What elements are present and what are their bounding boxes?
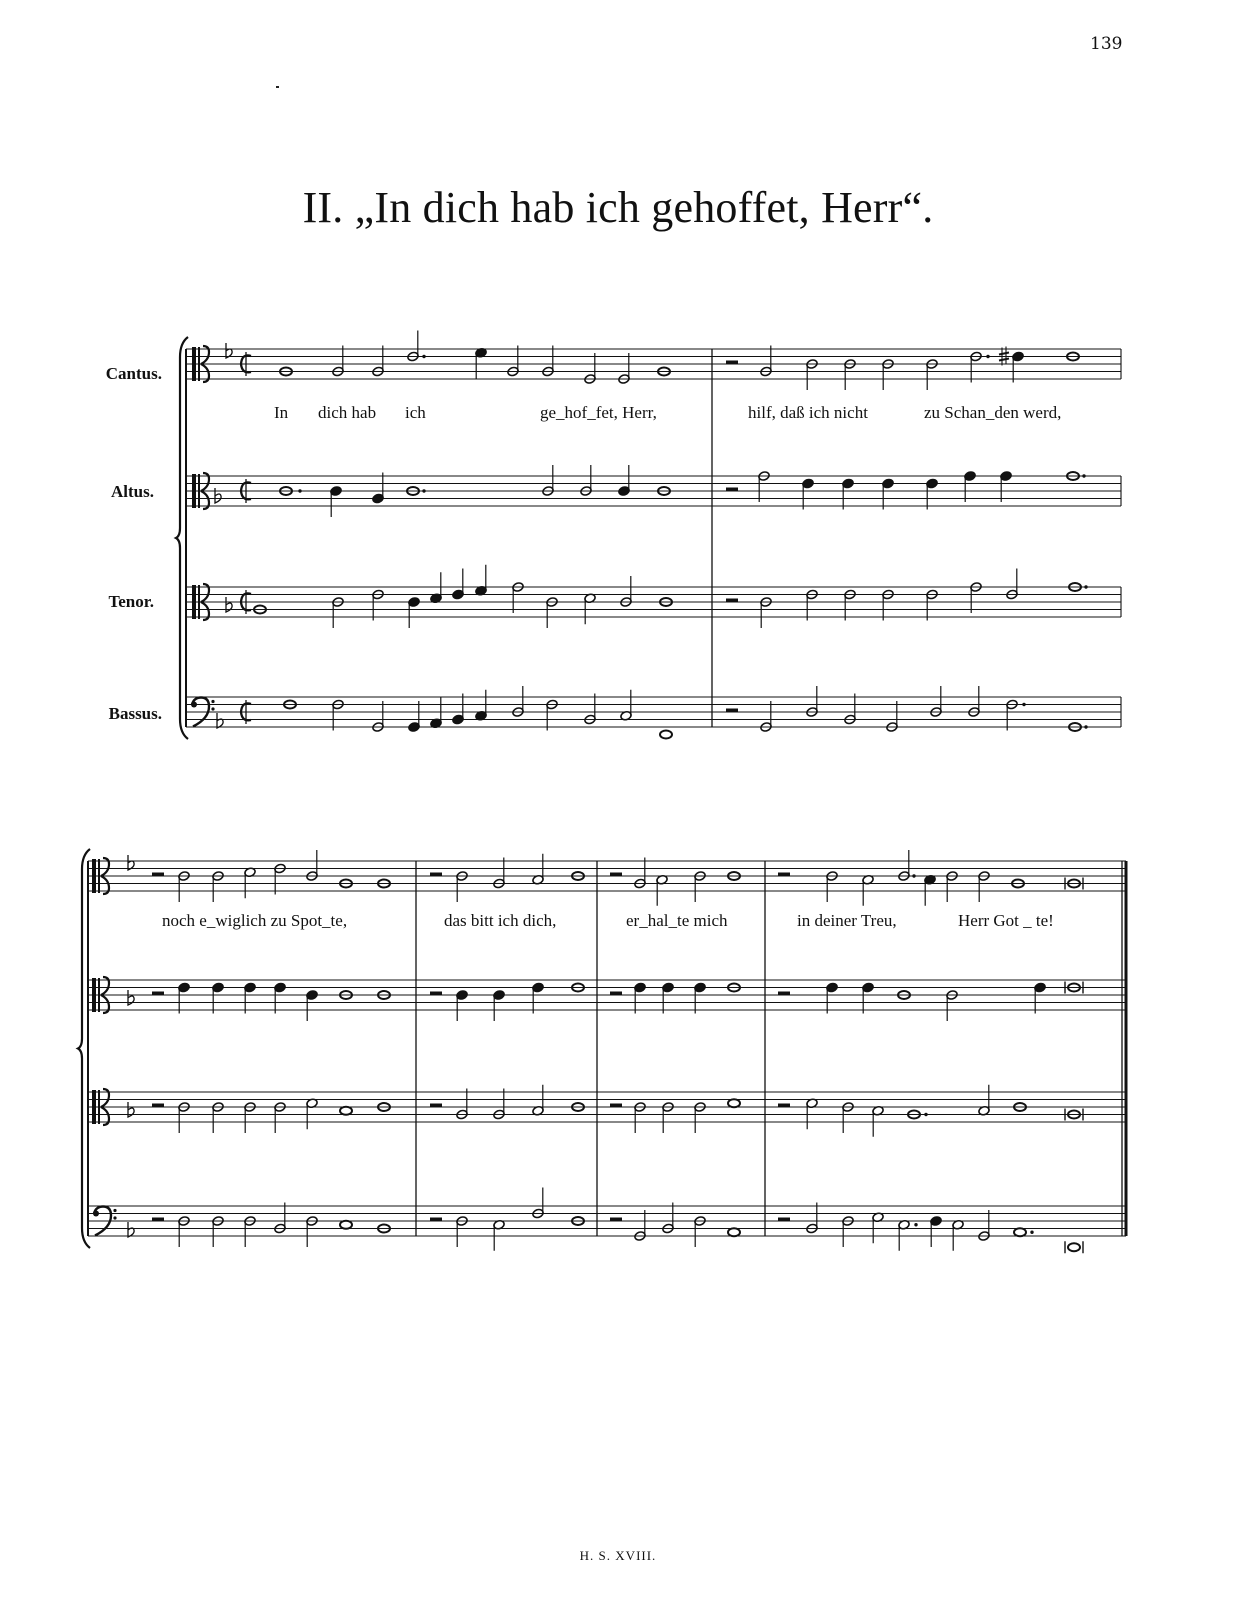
note-half <box>760 701 772 732</box>
note-half <box>806 686 818 717</box>
lyric: hilf, daß ich nicht <box>748 403 868 422</box>
flat-sign-icon <box>226 343 232 358</box>
flat-sign-icon <box>215 488 221 503</box>
note-half <box>926 589 938 620</box>
note-half <box>493 1219 505 1250</box>
note-half <box>970 582 982 613</box>
note-half <box>512 582 524 613</box>
note-quarter <box>634 982 646 1013</box>
clef-bar <box>192 585 196 619</box>
half-rest <box>726 488 738 492</box>
note-whole <box>340 1221 352 1229</box>
note-half <box>372 589 384 620</box>
voice-label-tenor: Tenor. <box>108 592 154 611</box>
note-quarter <box>662 982 674 1013</box>
half-rest <box>152 1104 164 1108</box>
note-half <box>882 589 894 620</box>
note-half <box>844 359 856 390</box>
note-half <box>306 850 318 881</box>
clef-bar <box>198 585 200 619</box>
note-quarter <box>882 478 894 509</box>
note-half <box>978 1210 990 1241</box>
note-half <box>244 1102 256 1133</box>
note-half <box>806 359 818 390</box>
note-half <box>978 871 990 902</box>
lyric: er_hal_te mich <box>626 911 728 930</box>
half-rest <box>152 873 164 877</box>
note-half <box>178 1216 190 1247</box>
note-half <box>507 346 519 377</box>
voice-label-bassus: Bassus. <box>108 704 162 723</box>
half-rest <box>778 1104 790 1108</box>
note-half <box>656 874 668 905</box>
note-quarter <box>452 694 464 725</box>
note-half <box>580 465 592 496</box>
note-half <box>584 353 596 384</box>
note-half <box>456 871 468 902</box>
note-half <box>898 1219 910 1250</box>
note-half <box>926 359 938 390</box>
note-half <box>1006 569 1018 600</box>
half-rest <box>726 709 738 713</box>
note-half <box>274 863 286 894</box>
note-half <box>694 871 706 902</box>
note-head <box>340 1107 352 1115</box>
note-quarter <box>212 982 224 1013</box>
sharp-stroke <box>999 359 1009 361</box>
note-half <box>806 589 818 620</box>
note-whole <box>340 1107 352 1115</box>
note-quarter <box>408 701 420 732</box>
clef-dot <box>113 1209 116 1212</box>
flat-sign-icon <box>217 713 223 728</box>
note-half <box>456 1216 468 1247</box>
note-quarter <box>1034 982 1046 1013</box>
note-quarter <box>618 465 630 496</box>
augmentation-dot <box>1022 703 1025 706</box>
half-rest <box>610 873 622 877</box>
half-rest <box>152 1218 164 1222</box>
note-half <box>332 699 344 730</box>
note-quarter <box>930 1216 942 1247</box>
note-half <box>618 353 630 384</box>
piece-title: II. „In dich hab ich gehoffet, Herr“. <box>302 183 934 232</box>
note-half <box>212 871 224 902</box>
lyrics-system-2 <box>162 911 1054 930</box>
note-half <box>372 701 384 732</box>
note-half <box>952 1219 964 1250</box>
clef-dot <box>93 1211 99 1217</box>
note-head <box>1068 1243 1080 1251</box>
note-half <box>546 699 558 730</box>
note-half <box>946 990 958 1021</box>
lyric: ge_hof_fet, Herr, <box>540 403 657 422</box>
note-half <box>493 858 505 889</box>
note-head <box>728 1099 740 1107</box>
note-half <box>844 694 856 725</box>
note-quarter <box>1000 471 1012 502</box>
footer-mark: H. S. XVIII. <box>579 1548 657 1563</box>
clef-bar <box>98 1090 100 1124</box>
voice-label-altus: Altus. <box>111 482 154 501</box>
voice-label-cantus: Cantus. <box>105 364 162 383</box>
note-quarter <box>274 982 286 1013</box>
note-half <box>542 465 554 496</box>
note-half <box>306 1216 318 1247</box>
clef-bar <box>192 347 196 381</box>
note-quarter <box>862 982 874 1013</box>
clef-bar <box>198 474 200 508</box>
note-quarter <box>430 697 442 728</box>
note-half <box>212 1216 224 1247</box>
note-quarter <box>178 982 190 1013</box>
note-half <box>662 1102 674 1133</box>
note-half <box>634 1102 646 1133</box>
half-rest <box>430 1218 442 1222</box>
note-half <box>978 1085 990 1116</box>
note-quarter <box>330 486 342 517</box>
note-quarter <box>456 990 468 1021</box>
note-whole <box>728 1099 740 1107</box>
note-half <box>584 593 596 624</box>
lyric: In <box>274 403 289 422</box>
note-half <box>532 1085 544 1116</box>
augmentation-dot <box>1082 474 1085 477</box>
note-half <box>620 690 632 721</box>
note-half <box>274 1102 286 1133</box>
note-quarter <box>926 478 938 509</box>
clef-bar <box>98 978 100 1012</box>
note-quarter <box>430 572 442 603</box>
augmentation-dot <box>422 355 425 358</box>
clef-dot <box>113 1216 116 1219</box>
half-rest <box>726 599 738 603</box>
augmentation-dot <box>1084 585 1087 588</box>
note-head <box>728 1228 740 1236</box>
clef-dot <box>211 707 214 710</box>
augmentation-dot <box>1030 1231 1033 1234</box>
note-half <box>634 1210 646 1241</box>
note-quarter <box>802 478 814 509</box>
note-half <box>306 1098 318 1129</box>
note-half <box>970 351 982 382</box>
note-half <box>178 1102 190 1133</box>
note-half <box>844 589 856 620</box>
note-half <box>694 1102 706 1133</box>
clef-bar <box>98 859 100 893</box>
note-half <box>694 1216 706 1247</box>
note-half <box>826 871 838 902</box>
note-quarter <box>475 347 487 378</box>
clef-dot <box>211 700 214 703</box>
note-quarter <box>408 597 420 628</box>
note-half <box>512 686 524 717</box>
note-half <box>842 1216 854 1247</box>
sharp-stroke <box>999 353 1009 355</box>
note-quarter <box>244 982 256 1013</box>
augmentation-dot <box>1084 725 1087 728</box>
note-half <box>332 597 344 628</box>
note-half <box>274 1203 286 1234</box>
note-half <box>872 1212 884 1243</box>
note-quarter <box>372 473 384 504</box>
lyric: Herr Got _ te! <box>958 911 1054 930</box>
augmentation-dot <box>924 1113 927 1116</box>
note-quarter <box>1012 351 1024 382</box>
note-quarter <box>493 990 505 1021</box>
note-half <box>244 867 256 898</box>
note-half <box>456 1089 468 1120</box>
note-quarter <box>924 874 936 905</box>
augmentation-dot <box>986 355 989 358</box>
half-rest <box>610 1104 622 1108</box>
clef-bar <box>198 347 200 381</box>
half-rest <box>430 873 442 877</box>
note-half <box>882 359 894 390</box>
note-half <box>662 1203 674 1234</box>
note-head <box>1014 1228 1026 1236</box>
note-whole <box>1014 1228 1026 1236</box>
note-half <box>532 854 544 885</box>
flat-sign-icon <box>128 855 134 870</box>
augmentation-dot <box>914 1223 917 1226</box>
note-half <box>898 850 910 881</box>
half-rest <box>610 992 622 996</box>
note-quarter <box>532 982 544 1013</box>
lyric: zu Schan_den werd, <box>924 403 1062 422</box>
note-half <box>872 1105 884 1136</box>
half-rest <box>778 992 790 996</box>
lyric: dich hab <box>318 403 377 422</box>
note-half <box>372 346 384 377</box>
note-half <box>178 871 190 902</box>
note-breve <box>1065 1241 1083 1253</box>
note-half <box>407 331 419 362</box>
note-whole <box>728 1228 740 1236</box>
note-half <box>968 686 980 717</box>
augmentation-dot <box>912 874 915 877</box>
note-half <box>806 1098 818 1129</box>
clef-dot <box>191 702 197 708</box>
lyric: in deiner Treu, <box>797 911 897 930</box>
note-half <box>842 1102 854 1133</box>
note-half <box>584 694 596 725</box>
half-rest <box>430 992 442 996</box>
note-half <box>546 597 558 628</box>
note-quarter <box>306 990 318 1021</box>
note-half <box>760 346 772 377</box>
clef-bar <box>92 1090 96 1124</box>
note-quarter <box>842 478 854 509</box>
lyric: das bitt ich dich, <box>444 911 557 930</box>
note-half <box>946 871 958 902</box>
clef-bar <box>92 978 96 1012</box>
note-half <box>212 1102 224 1133</box>
half-rest <box>778 1218 790 1222</box>
note-half <box>930 686 942 717</box>
half-rest <box>726 361 738 365</box>
note-half <box>542 346 554 377</box>
half-rest <box>430 1104 442 1108</box>
note-quarter <box>826 982 838 1013</box>
note-quarter <box>964 471 976 502</box>
note-half <box>862 874 874 905</box>
note-half <box>620 576 632 607</box>
note-whole <box>660 731 672 739</box>
note-quarter <box>452 569 464 600</box>
note-half <box>532 1188 544 1219</box>
note-head <box>340 1221 352 1229</box>
half-rest <box>610 1218 622 1222</box>
note-half <box>760 597 772 628</box>
clef-bar <box>92 859 96 893</box>
note-half <box>806 1203 818 1234</box>
lyric: noch e_wiglich zu Spot_te, <box>162 911 348 930</box>
note-half <box>244 1216 256 1247</box>
lyrics-system-1 <box>274 403 1061 422</box>
half-rest <box>778 873 790 877</box>
page-number: 139 <box>1090 34 1123 54</box>
note-half <box>886 701 898 732</box>
note-quarter <box>694 982 706 1013</box>
note-half <box>634 858 646 889</box>
note-half <box>1006 699 1018 730</box>
augmentation-dot <box>298 489 301 492</box>
note-quarter <box>475 690 487 721</box>
note-half <box>758 471 770 502</box>
note-head <box>660 731 672 739</box>
flat-sign-icon <box>128 1222 134 1237</box>
half-rest <box>152 992 164 996</box>
lyric: ich <box>405 403 426 422</box>
note-half <box>493 1089 505 1120</box>
note-quarter <box>475 565 487 596</box>
augmentation-dot <box>422 489 425 492</box>
clef-bar <box>192 474 196 508</box>
note-half <box>332 346 344 377</box>
